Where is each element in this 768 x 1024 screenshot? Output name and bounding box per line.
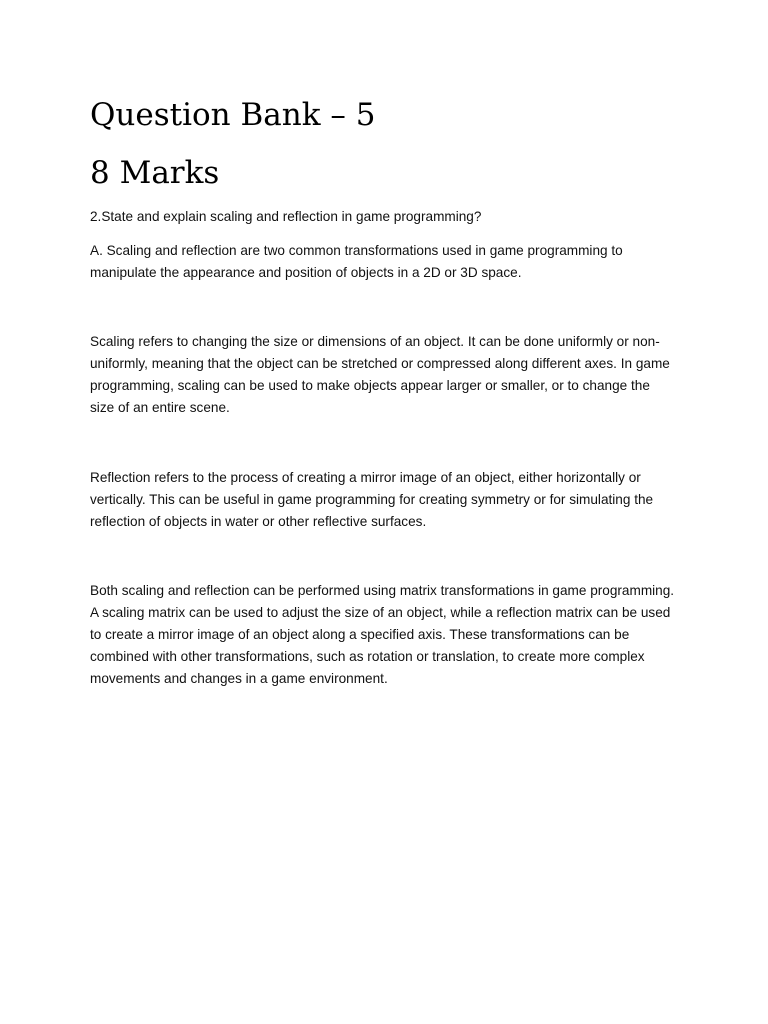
question-text: 2.State and explain scaling and reflection in game programming?	[90, 209, 482, 224]
reflection-paragraph: Reflection refers to the process of creating a mirror image of an object, either horizontally or vertically. This can be useful in game programming for creating symmetry or for simulating the reflection of objects in water or other reflective surfaces.	[90, 470, 654, 529]
scaling-paragraph: Scaling refers to changing the size or dimensions of an object. It can be done uniformly or non-uniformly, meaning that the object can be stretched or compressed along different axes. In game programming, scaling can be used to make objects appear larger or smaller, or to change the size of an entire scene.	[90, 334, 670, 415]
marks-heading: 8 Marks	[90, 155, 220, 191]
matrix-paragraph: Both scaling and reflection can be performed using matrix transformations in game programming. A scaling matrix can be used to adjust the size of an object, while a reflection matrix can be used to create a mirror image of an object along a specified axis. These transformations can be combined with other transformations, such as rotation or translation, to create more complex movements and changes in a game environment.	[90, 583, 675, 686]
answer-intro-paragraph: A. Scaling and reflection are two common transformations used in game programming to manipulate the appearance and position of objects in a 2D or 3D space.	[90, 243, 623, 280]
page-title: Question Bank – 5	[90, 97, 376, 133]
